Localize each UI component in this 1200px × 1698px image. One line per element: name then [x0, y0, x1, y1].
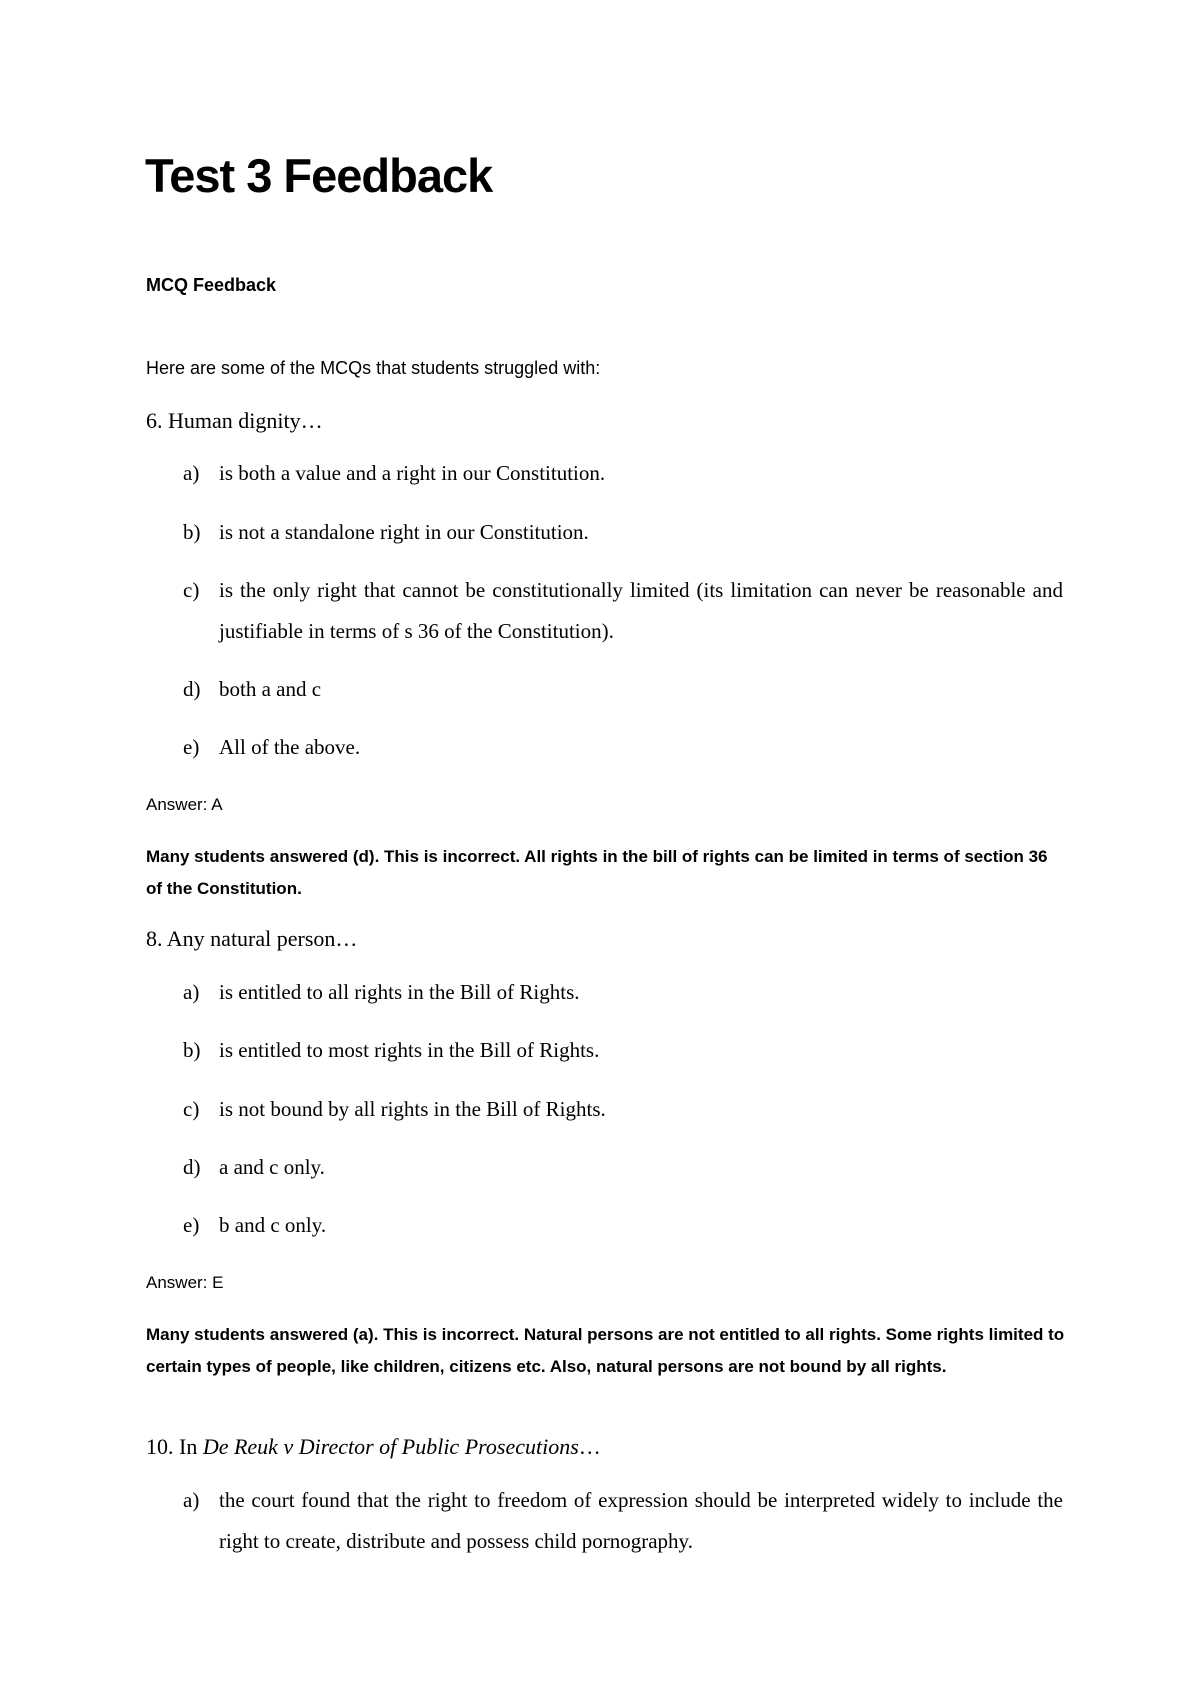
section-subheading: MCQ Feedback: [146, 275, 277, 295]
question-stem-suffix: …: [578, 1434, 601, 1459]
option-text: the court found that the right to freedom of expression should be interpreted widely to include the right to create, distribute and possess child pornography.: [219, 1488, 1063, 1553]
option-text: is entitled to most rights in the Bill of Rights.: [219, 1038, 600, 1062]
answer-option: [183, 972, 1063, 1013]
answer-option: [183, 1147, 1063, 1188]
option-text: b and c only.: [219, 1213, 327, 1237]
answer-option: [183, 669, 1063, 710]
option-text: is not bound by all rights in the Bill of Rights.: [219, 1097, 606, 1121]
option-letter: e): [183, 735, 200, 759]
answer-option: [183, 570, 1063, 652]
option-text: is both a value and a right in our Constitution.: [219, 461, 606, 485]
question-stem: [146, 1434, 601, 1460]
answer-option: [183, 1089, 1063, 1130]
question-stem: 8. Any natural person…: [146, 926, 358, 951]
option-letter: e): [183, 1213, 200, 1237]
option-letter: a): [183, 1488, 200, 1512]
option-letter: b): [183, 1038, 201, 1062]
question-stem-prefix: 10. In: [146, 1434, 203, 1459]
case-name: De Reuk v Director of Public Prosecutions: [202, 1434, 579, 1459]
answer-option: [183, 727, 1063, 768]
question-stem: 6. Human dignity…: [146, 408, 323, 433]
answer-explanation: Many students answered (d). This is incorrect. All rights in the bill of rights can be limited in terms of section 36 of the Constitution.: [146, 847, 1048, 898]
answer-explanation: Many students answered (a). This is incorrect. Natural persons are not entitled to all rights. Some rights limited to certain types of people, like children, citizens etc. Also, natural persons are not bound by all rights.: [146, 1325, 1065, 1376]
answer-option: [183, 453, 1063, 494]
answer-label: Answer: E: [146, 1273, 224, 1292]
option-text: is the only right that cannot be constitutionally limited (its limitation can never be reasonable and justifiable in terms of s 36 of the Constitution).: [219, 578, 1063, 643]
option-letter: d): [183, 1155, 201, 1179]
option-text: is not a standalone right in our Constitution.: [219, 520, 589, 544]
option-letter: c): [183, 578, 200, 602]
option-text: is entitled to all rights in the Bill of Rights.: [219, 980, 580, 1004]
option-text: All of the above.: [219, 735, 361, 759]
answer-option: [183, 512, 1063, 553]
option-text: both a and c: [219, 677, 322, 701]
option-letter: a): [183, 980, 200, 1004]
page-title: Test 3 Feedback: [145, 149, 493, 202]
option-text: a and c only.: [219, 1155, 325, 1179]
answer-option: [183, 1205, 1063, 1246]
answer-label: Answer: A: [146, 795, 223, 814]
option-letter: a): [183, 461, 200, 485]
intro-text: Here are some of the MCQs that students struggled with:: [146, 358, 601, 378]
option-letter: c): [183, 1097, 200, 1121]
answer-option: [183, 1030, 1063, 1071]
option-letter: b): [183, 520, 201, 544]
answer-option: [183, 1480, 1063, 1562]
option-letter: d): [183, 677, 201, 701]
